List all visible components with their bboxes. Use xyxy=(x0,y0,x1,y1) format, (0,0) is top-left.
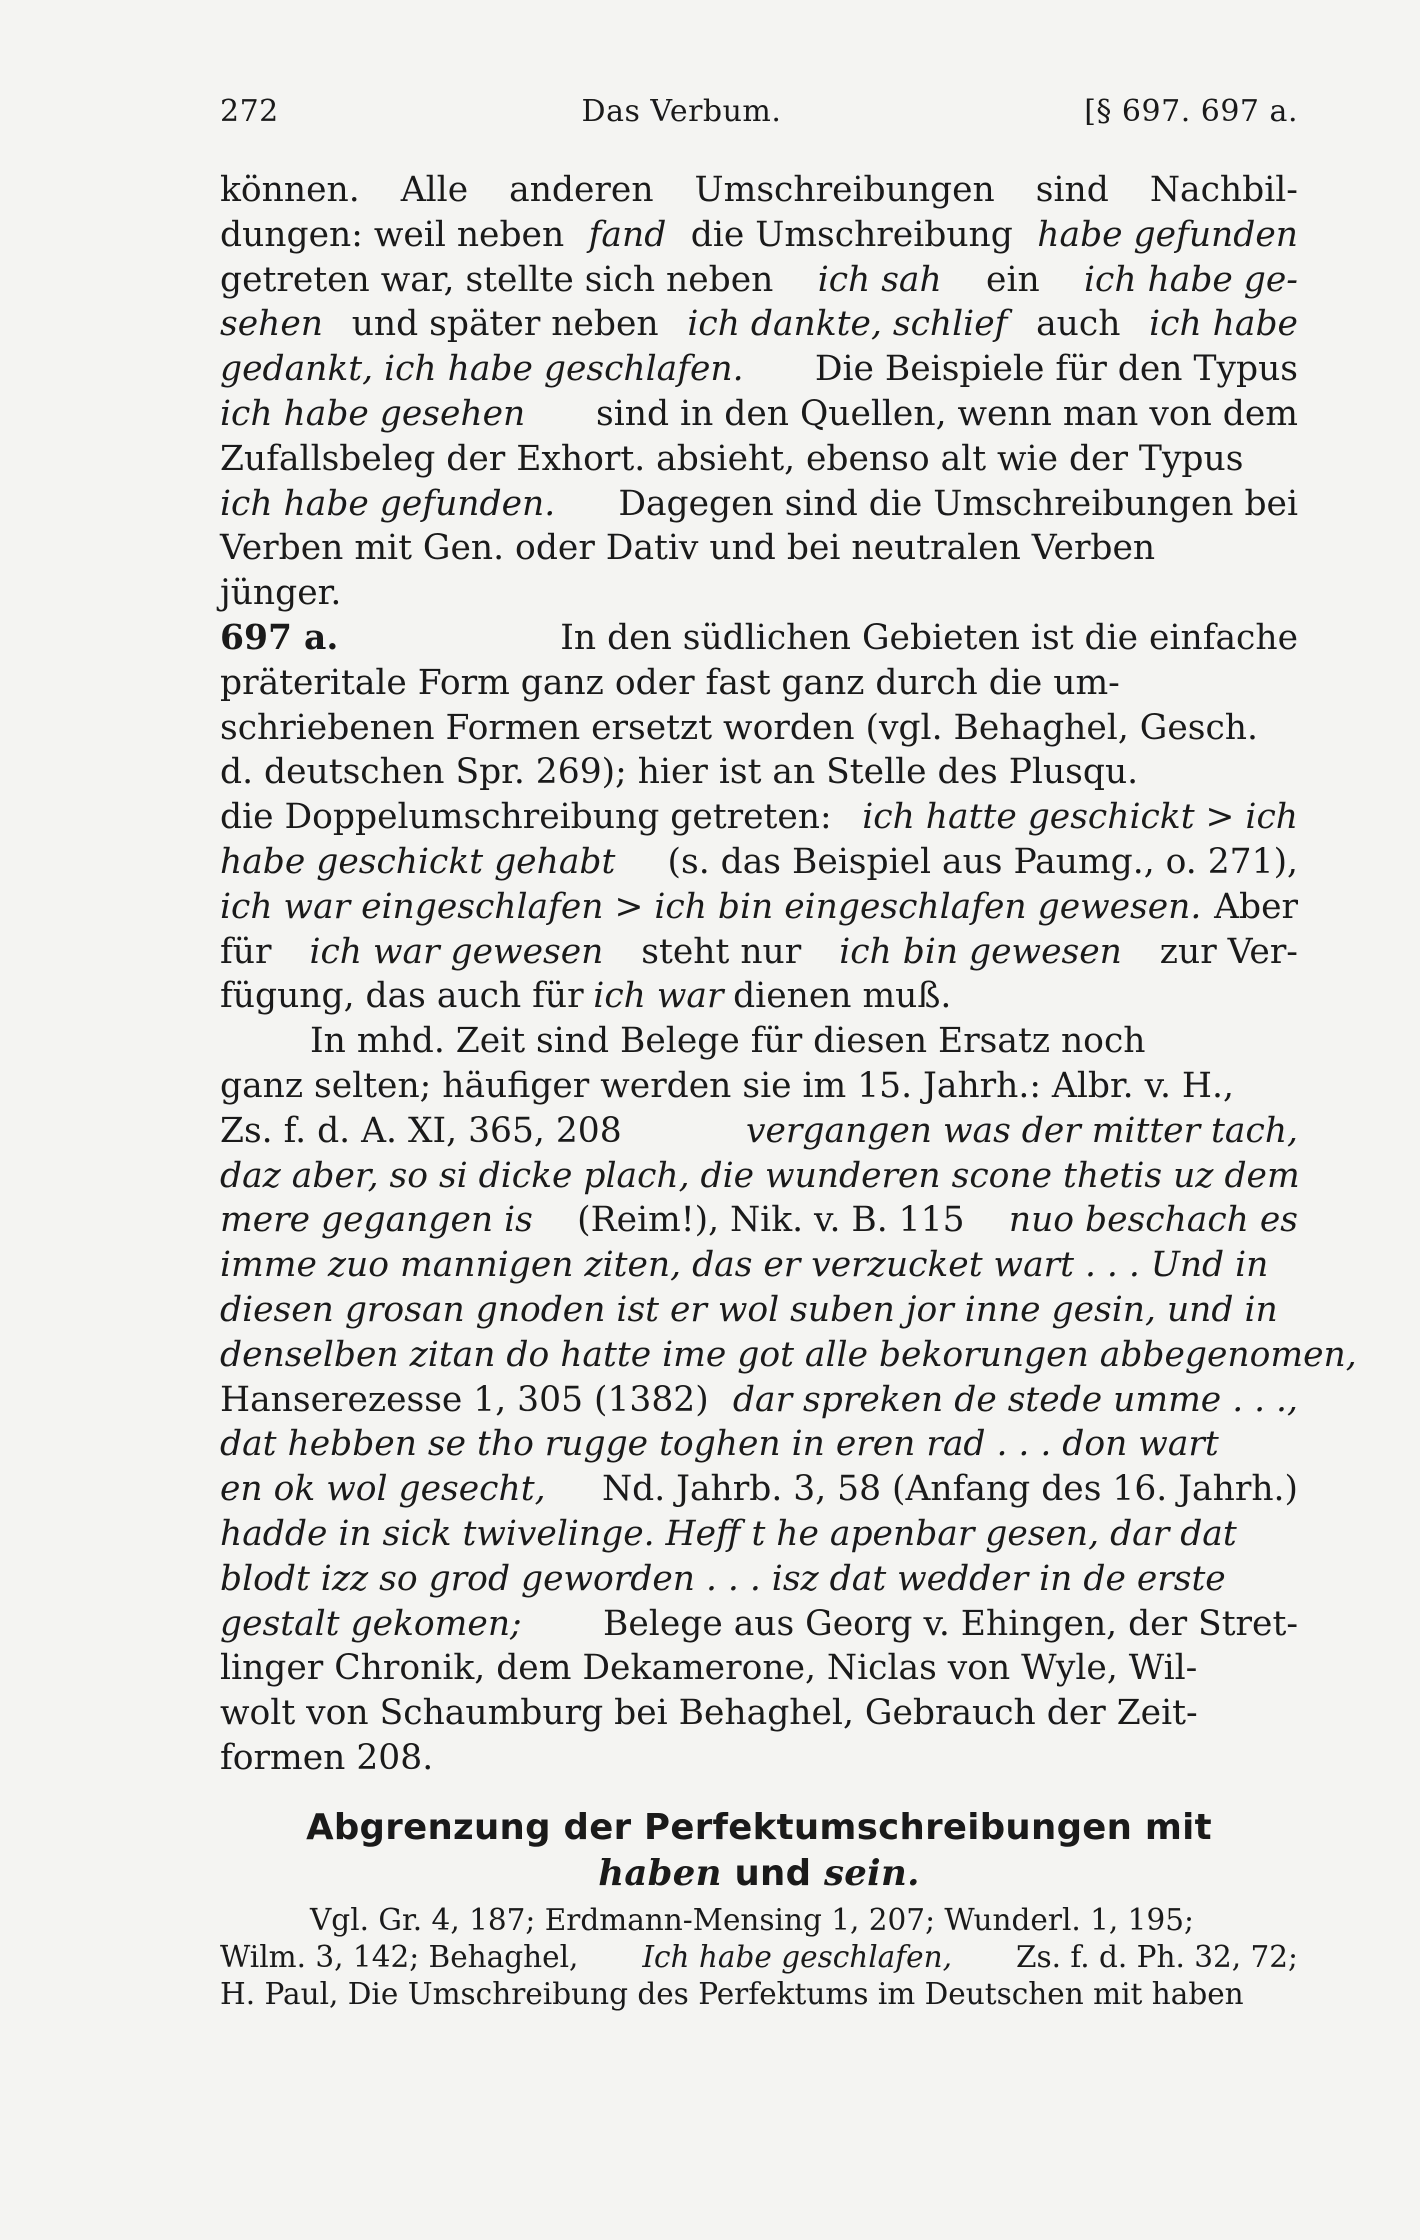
text-line: ganz selten; häufiger werden sie im 15. Jahrh.: Albr. v. H., xyxy=(220,1065,1234,1106)
text-line: hadde in sick twivelinge. Heff t he apenbar gesen, dar dat xyxy=(220,1513,1237,1554)
text-line: ich habe gefunden. Dagegen sind die Umschreibungen bei xyxy=(220,483,1298,524)
reference-line: H. Paul, Die Umschreibung des Perfektums im Deutschen mit haben xyxy=(220,1977,1244,2011)
text-line: ich war eingeschlafen > ich bin eingeschlafen gewesen. Aber xyxy=(220,886,1298,927)
running-header xyxy=(220,92,1298,132)
section-reference: [§ 697. 697 a. xyxy=(1084,94,1298,129)
text-line: können. Alle anderen Umschreibungen sind Nachbil- xyxy=(220,170,1298,210)
references xyxy=(220,1902,1298,2013)
running-title: Das Verbum. xyxy=(581,94,782,129)
text-line: wolt von Schaumburg bei Behaghel, Gebrauch der Zeit- xyxy=(220,1693,1198,1734)
text-line: formen 208. xyxy=(220,1737,434,1778)
main-text xyxy=(220,168,1357,1781)
section-heading: Abgrenzung der Perfektumschreibungen mit haben und sein. xyxy=(306,1807,1212,1894)
text-line: für ich war gewesen steht nur ich bin gewesen zur Ver- xyxy=(220,931,1298,972)
text-line: daz aber, so si dicke plach, die wunderen scone thetis uz dem xyxy=(220,1155,1300,1196)
text-line: die Doppelumschreibung getreten: ich hatte geschickt > ich xyxy=(220,797,1298,838)
text-line: en ok wol gesecht, Nd. Jahrb. 3, 58 (Anfang des 16. Jahrh.) xyxy=(220,1469,1298,1510)
text-line: sehen und später neben ich dankte, schlief auch ich habe xyxy=(220,304,1298,345)
reference-line: Vgl. Gr. 4, 187; Erdmann-Mensing 1, 207; Wunderl. 1, 195; xyxy=(310,1903,1194,1937)
text-line: diesen grosan gnoden ist er wol suben jor inne gesin, und in xyxy=(220,1289,1278,1330)
text-line: jünger. xyxy=(220,573,342,614)
text-line: schriebenen Formen ersetzt worden (vgl. Behaghel, Gesch. xyxy=(220,707,1258,748)
page-number: 272 xyxy=(220,94,279,129)
text-line: dat hebben se tho rugge toghen in eren rad . . . don wart xyxy=(220,1424,1219,1465)
text-line: gestalt gekomen; Belege aus Georg v. Ehingen, der Stret- xyxy=(220,1603,1298,1644)
text-line: 697 a. In den südlichen Gebieten ist die einfache xyxy=(220,616,1298,661)
text-line: denselben zitan do hatte ime got alle bekorungen abbegenomen, xyxy=(220,1334,1357,1375)
text-line: Zufallsbeleg der Exhort. absieht, ebenso alt wie der Typus xyxy=(220,438,1244,479)
text-line: fügung, das auch für ich war dienen muß. xyxy=(220,976,952,1017)
text-line: linger Chronik, dem Dekamerone, Niclas von Wyle, Wil- xyxy=(220,1648,1198,1689)
text-line: blodt izz so grod geworden . . . isz dat wedder in de erste xyxy=(220,1558,1226,1599)
text-line: d. deutschen Spr. 269); hier ist an Stelle des Plusqu. xyxy=(220,752,1139,793)
text-line: Zs. f. d. A. XI, 365, 208 vergangen was der mitter tach, xyxy=(220,1110,1298,1151)
text-line: getreten war, stellte sich neben ich sah ein ich habe ge- xyxy=(220,259,1298,300)
text-line: imme zuo mannigen ziten, das er verzucket wart . . . Und in xyxy=(220,1245,1269,1286)
text-line: habe geschickt gehabt (s. das Beispiel aus Paumg., o. 271), xyxy=(220,841,1298,882)
text-line: präteritale Form ganz oder fast ganz durch die um- xyxy=(220,662,1120,703)
section-number: 697 a. xyxy=(220,617,339,658)
text-line: mere gegangen is (Reim!), Nik. v. B. 115 nuo beschach es xyxy=(220,1200,1298,1241)
text-line: In mhd. Zeit sind Belege für diesen Ersatz noch xyxy=(310,1021,1146,1062)
reference-line: Wilm. 3, 142; Behaghel, Ich habe geschlafen, Zs. f. d. Ph. 32, 72; xyxy=(220,1940,1298,1974)
text-line: Hanserezesse 1, 305 (1382) dar spreken de stede umme . . ., xyxy=(220,1379,1298,1420)
text-line: dungen: weil neben fand die Umschreibung habe gefunden xyxy=(220,214,1298,255)
text-line: gedankt, ich habe geschlafen. Die Beispiele für den Typus xyxy=(220,349,1298,390)
text-line: Verben mit Gen. oder Dativ und bei neutralen Verben xyxy=(220,528,1156,569)
text-line: ich habe gesehen sind in den Quellen, wenn man von dem xyxy=(220,393,1298,434)
